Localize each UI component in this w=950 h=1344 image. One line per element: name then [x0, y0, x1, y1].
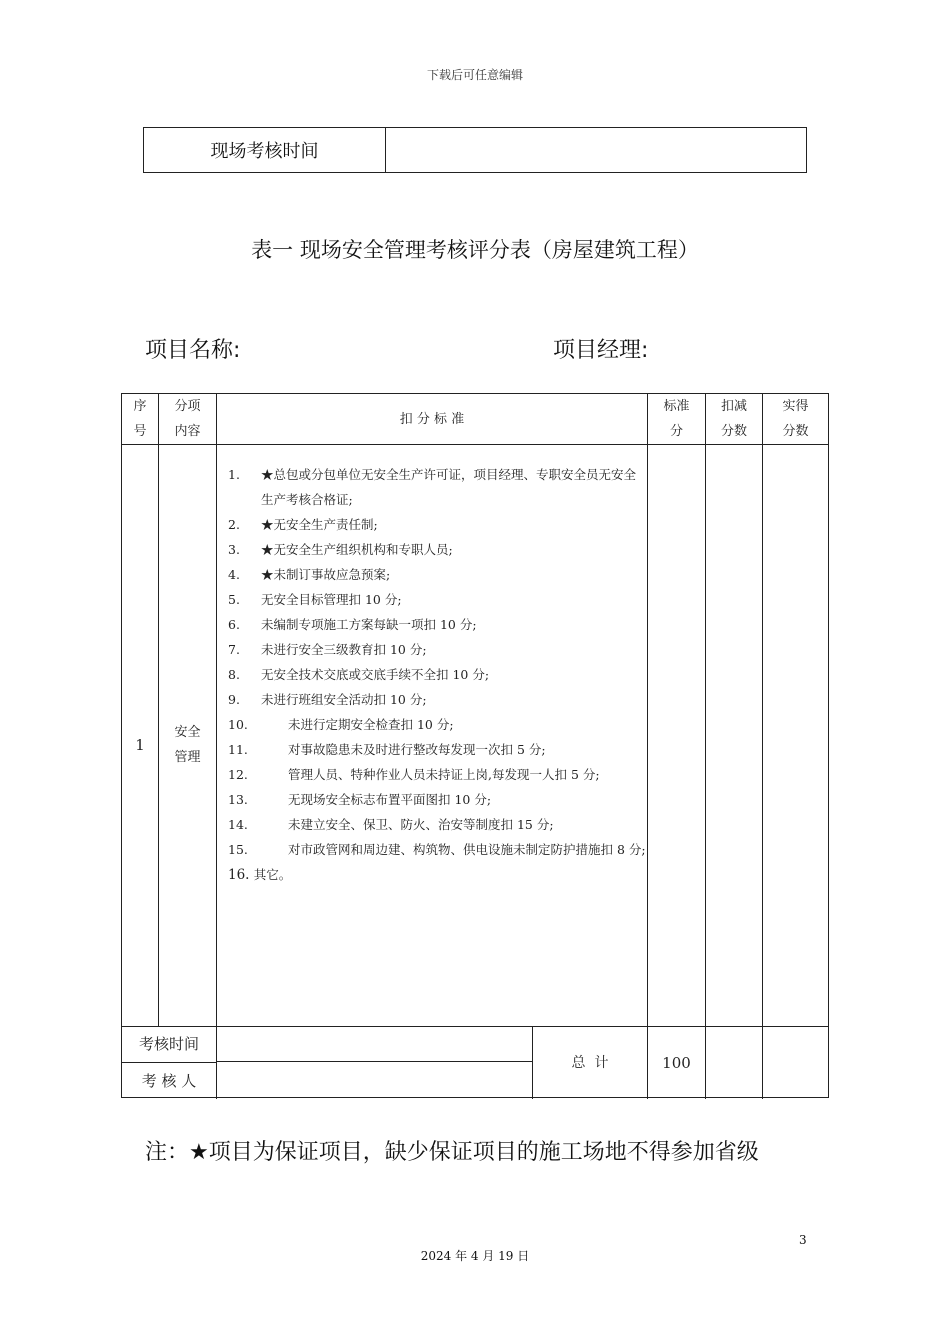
assessor-field[interactable] — [217, 1062, 532, 1099]
total-label: 总 计 — [571, 1054, 609, 1071]
total-deduction-field[interactable] — [706, 1027, 762, 1099]
list-item: 15. 对市政管网和周边建、构筑物、供电设施未制定防护措施扣 8 分; — [228, 842, 646, 857]
header-item: 分项 内容 — [174, 399, 201, 439]
assessment-time-box — [143, 127, 807, 173]
list-item: 2. ★无安全生产责任制; — [228, 517, 378, 532]
assessment-time-label: 现场考核时间 — [144, 128, 386, 172]
header-criteria: 扣 分 标 准 — [399, 411, 465, 427]
project-name-label: 项目名称: — [145, 338, 241, 363]
list-item: 6. 未编制专项施工方案每缺一项扣 10 分; — [228, 617, 477, 632]
list-item: 3. ★无安全生产组织机构和专职人员; — [228, 542, 453, 557]
assessment-time-field[interactable] — [217, 1027, 532, 1061]
list-item: 9. 未进行班组安全活动扣 10 分; — [228, 692, 427, 707]
page-number: 3 — [799, 1233, 807, 1247]
col-divider — [762, 394, 763, 1099]
header-note: 下载后可任意编辑 — [426, 68, 523, 82]
list-item: 5. 无安全目标管理扣 10 分; — [228, 592, 402, 607]
row-item: 安全 管理 — [174, 725, 201, 765]
list-item: 13. 无现场安全标志布置平面图扣 10 分; — [228, 792, 492, 807]
list-item: 11. 对事故隐患未及时进行整改每发现一次扣 5 分; — [228, 742, 546, 757]
col-divider — [647, 394, 648, 1099]
list-item: 10. 未进行定期安全检查扣 10 分; — [228, 717, 454, 732]
header-seq: 序 号 — [133, 399, 147, 439]
list-item: 8. 无安全技术交底或交底手续不全扣 10 分; — [228, 667, 490, 682]
row-divider — [122, 444, 828, 445]
assessment-time-label: 考核时间 — [138, 1035, 199, 1053]
row-seq: 1 — [135, 735, 145, 754]
project-manager-label: 项目经理: — [553, 338, 649, 363]
list-item: 7. 未进行安全三级教育扣 10 分; — [228, 642, 427, 657]
total-standard-score: 100 — [662, 1053, 691, 1072]
assessor-label: 考 核 人 — [141, 1071, 197, 1090]
footnote: 注：★项目为保证项目，缺少保证项目的施工场地不得参加省级 — [145, 1140, 759, 1165]
assessment-time-value[interactable] — [386, 128, 806, 172]
list-item: 4. ★未制订事故应急预案; — [228, 567, 391, 582]
footer-date: 2024 年 4 月 19 日 — [420, 1249, 530, 1263]
list-item: 1. ★总包或分包单位无安全生产许可证，项目经理、专职安全员无安全生产考核合格证; — [228, 467, 637, 507]
list-item: 14. 未建立安全、保卫、防火、治安等制度扣 15 分; — [228, 817, 554, 832]
total-actual-field[interactable] — [763, 1027, 828, 1099]
col-divider — [216, 394, 217, 1026]
criteria-list — [228, 462, 646, 888]
header-standard-score: 标准 分 — [663, 399, 690, 439]
list-item: 16. 其它。 — [228, 867, 292, 883]
list-item: 12. 管理人员、特种作业人员未持证上岗,每发现一人扣 5 分; — [228, 767, 600, 782]
page-title: 表一 现场安全管理考核评分表（房屋建筑工程） — [251, 238, 699, 262]
col-divider — [705, 394, 706, 1099]
header-actual-score: 实得 分数 — [782, 399, 809, 439]
scoring-table — [121, 393, 829, 1098]
header-deduction: 扣减 分数 — [720, 399, 747, 439]
